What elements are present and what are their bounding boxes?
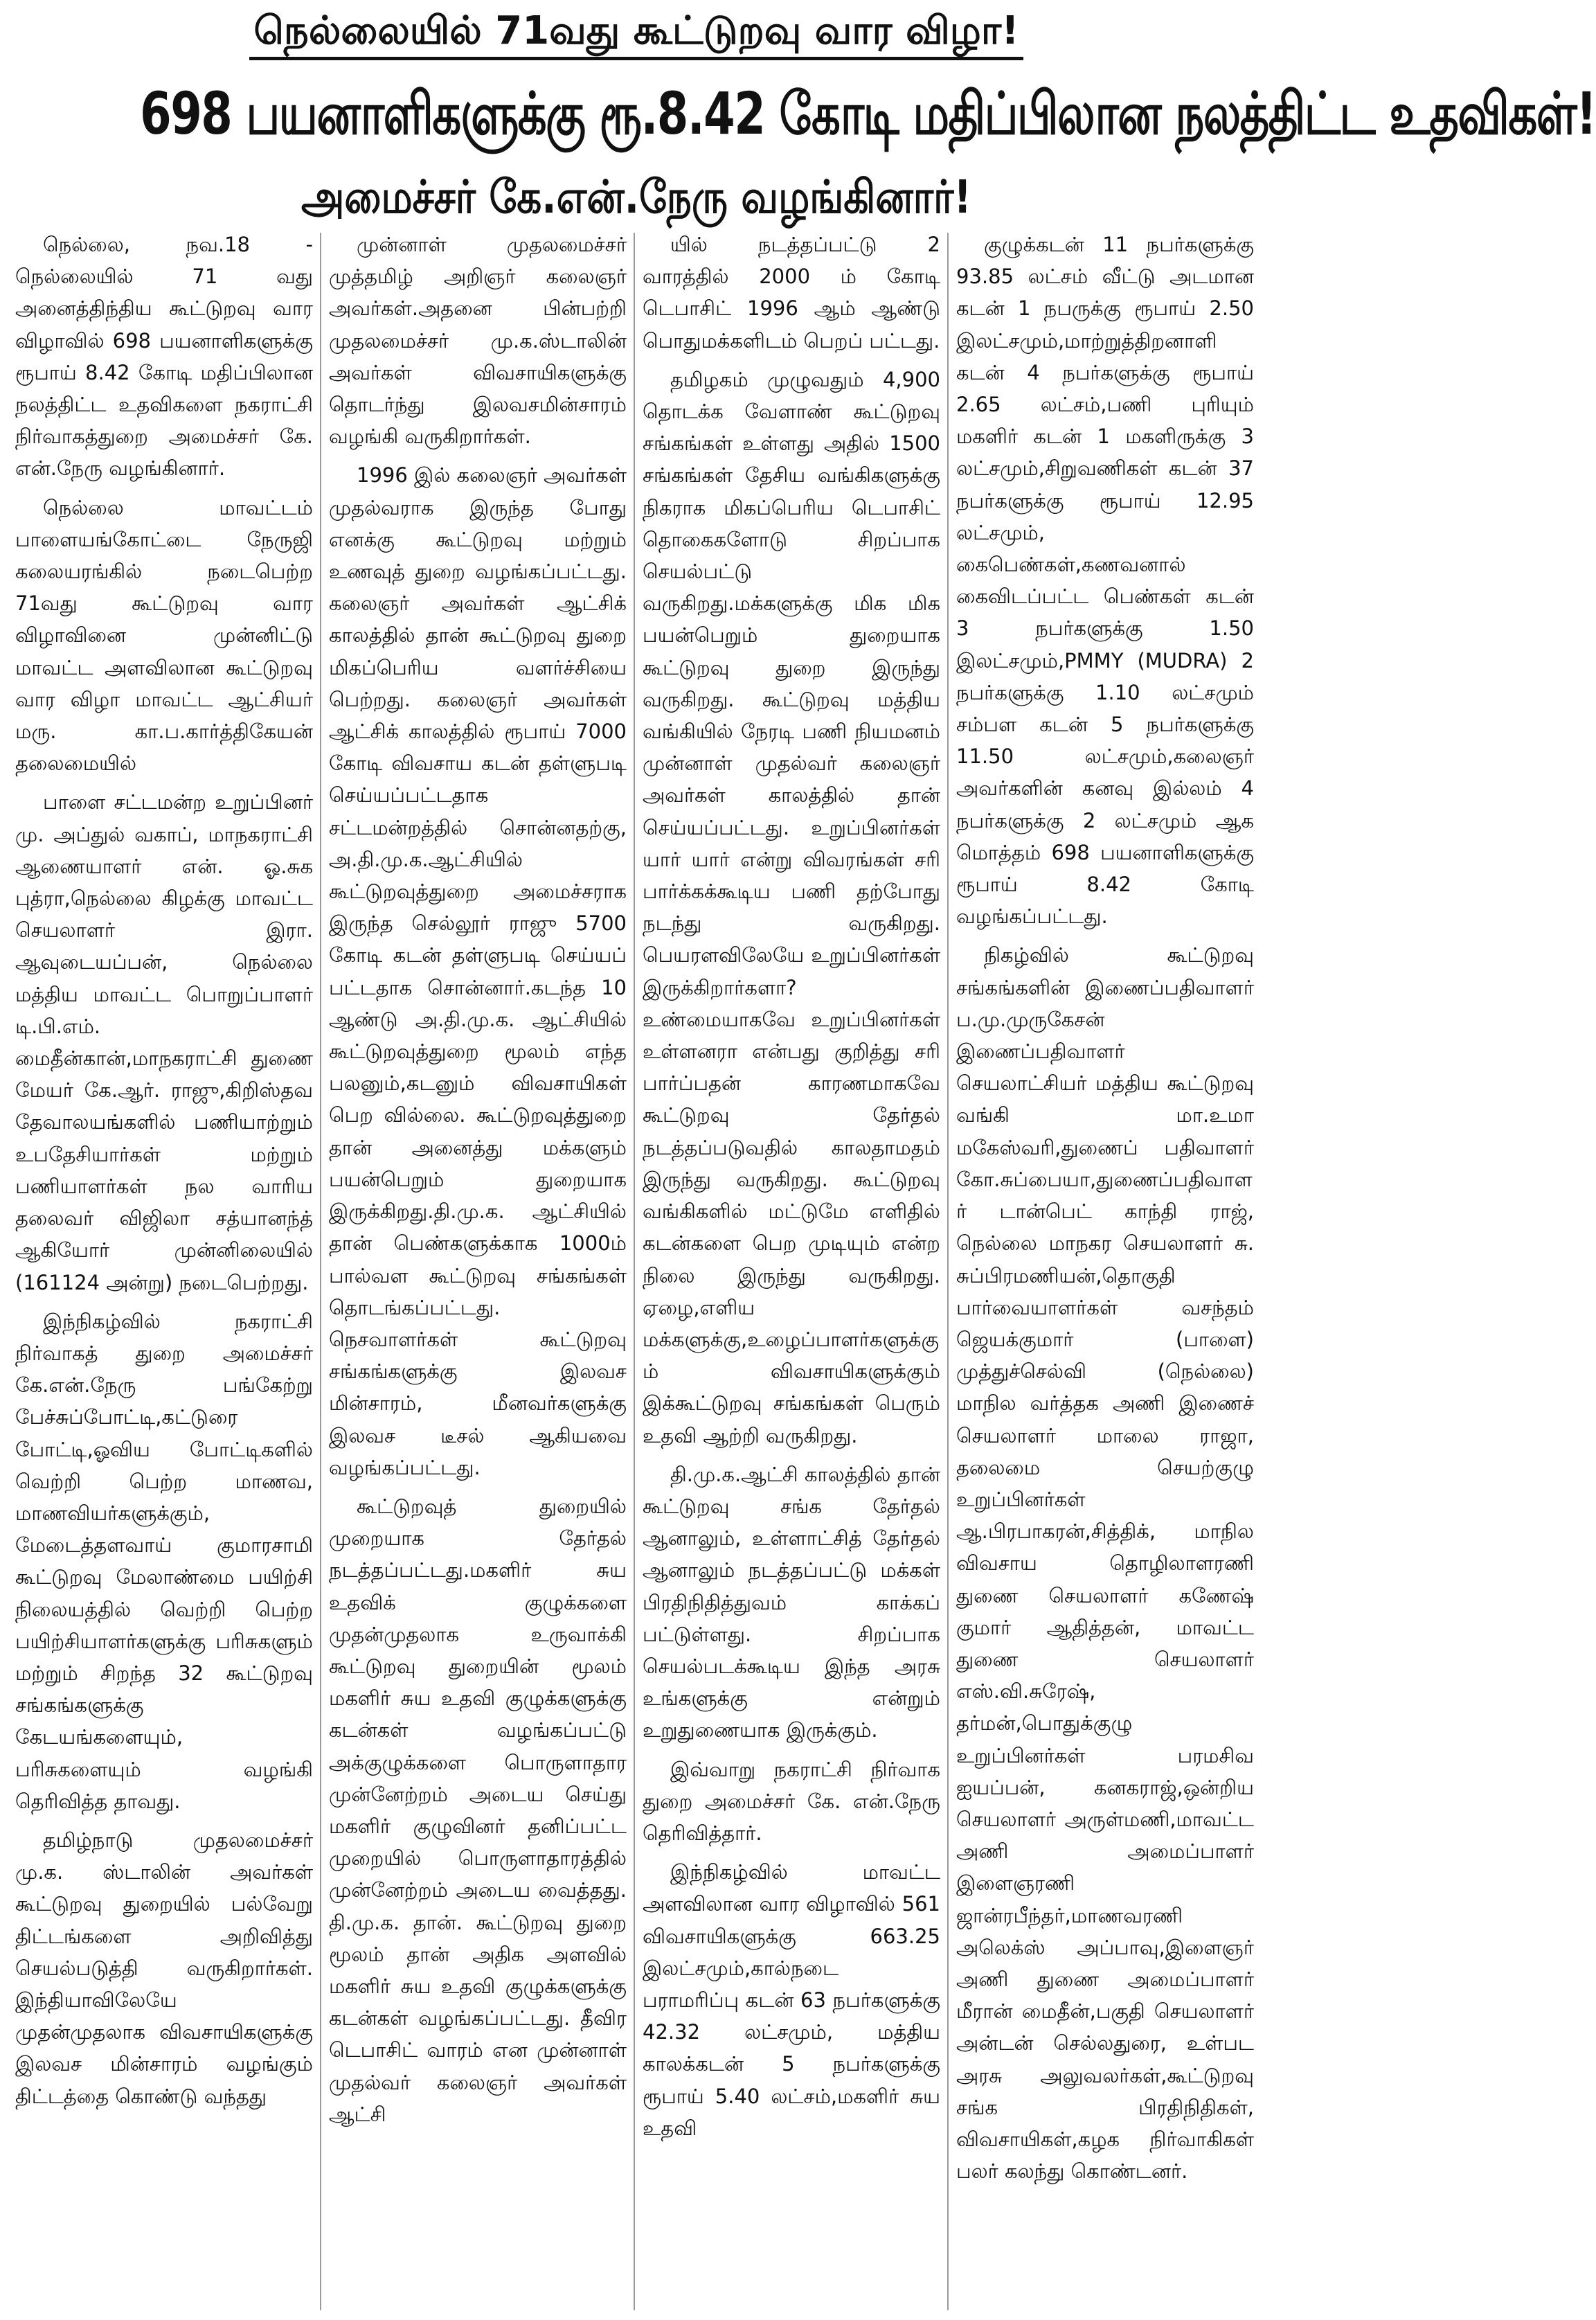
paragraph: 1996 இல் கலைஞர் அவர்கள் முதல்வராக இருந்த போது எனக்கு கூட்டுறவு மற்றும் உணவுத் துறை வழங்கப்பட்டது. கலைஞர் அவர்கள் ஆட்சிக் காலத்தில் தான் கூட்டுறவு துறை மிகப்பெரிய வளர்ச்சியை பெற்றது. கலைஞர் அவர்கள் ஆட்சிக் காலத்தில் ரூபாய் 7000 கோடி விவசாய கடன் தள்ளுபடி செய்யப்பட்டதாக சட்டமன்றத்தில் சொன்னதற்கு, அ.தி.மு.க.ஆட்சியில் கூட்டுறவுத்துறை அமைச்சராக இருந்த செல்லூர் ராஜு 5700 கோடி கடன் தள்ளுபடி செய்யப் பட்டதாக சொன்னார்.கடந்த 10 ஆண்டு அ.தி.மு.க. ஆட்சியில் கூட்டுறவுத்துறை மூலம் எந்த பலனும்,கடனும் விவசாயிகள் பெற வில்லை. கூட்டுறவுத்துறை தான் அனைத்து மக்களும் பயன்பெறும் துறையாக இருக்கிறது.தி.மு.க. ஆட்சியில் தான் பெண்களுக்காக 1000ம் பால்வள கூட்டுறவு சங்கங்கள் தொடங்கப்பட்டது. நெசவாளர்கள் கூட்டுறவு சங்கங்களுக்கு இலவச மின்சாரம், மீனவர்களுக்கு இலவச டீசல் ஆகியவை வழங்கப்பட்டது. — [329, 463, 627, 1479]
article-column-2 — [329, 229, 627, 2313]
paragraph: தமிழகம் முழுவதும் 4,900 தொடக்க வேளாண் கூட்டுறவு சங்கங்கள் உள்ளது அதில் 1500 சங்கங்கள் தேசிய வங்கிகளுக்கு நிகராக மிகப்பெரிய டெபாசிட் தொகைகளோடு சிறப்பாக செயல்பட்டு வருகிறது.மக்களுக்கு மிக மிக பயன்பெறும் துறையாக கூட்டுறவு துறை இருந்து வருகிறது. கூட்டுறவு மத்திய வங்கியில் நேரடி பணி நியமனம் முன்னாள் முதல்வர் கலைஞர் அவர்கள் காலத்தில் தான் செய்யப்பட்டது. உறுப்பினர்கள் யார் யார் என்று விவரங்கள் சரி பார்க்கக்கூடிய பணி தற்போது நடந்து வருகிறது. பெயரளவிலேயே உறுப்பினர்கள் இருக்கிறார்களா? உண்மையாகவே உறுப்பினர்கள் உள்ளனரா என்பது குறித்து சரி பார்ப்பதன் காரணமாகவே கூட்டுறவு தேர்தல் நடத்தப்படுவதில் காலதாமதம் இருந்து வருகிறது. கூட்டுறவு வங்கிகளில் மட்டுமே எளிதில் கடன்களை பெற முடியும் என்ற நிலை இருந்து வருகிறது. ஏழை,எளிய மக்களுக்கு,உழைப்பாளர்களுக்கும் விவசாயிகளுக்கும் இக்கூட்டுறவு சங்கங்கள் பெரும் உதவி ஆற்றி வருகிறது. — [643, 367, 940, 1447]
kicker-text: நெல்லையில் 71வது கூட்டுறவு வார விழா! — [249, 6, 1023, 60]
kicker-heading — [0, 6, 1273, 60]
headline: 698 பயனாளிகளுக்கு ரூ.8.42 கோடி மதிப்பிலான நலத்திட்ட உதவிகள்! — [140, 80, 1596, 148]
article-column-4 — [956, 229, 1254, 2313]
paragraph: முன்னாள் முதலமைச்சர் முத்தமிழ் அறிஞர் கலைஞர் அவர்கள்.அதனை பின்பற்றி முதலமைச்சர் மு.க.ஸ்டாலின் அவர்கள் விவசாயிகளுக்கு தொடர்ந்து இலவசமின்சாரம் வழங்கி வருகிறார்கள். — [329, 233, 627, 449]
paragraph: இவ்வாறு நகராட்சி நிர்வாக துறை அமைச்சர் கே. என்.நேரு தெரிவித்தார். — [643, 1757, 940, 1845]
paragraph: நெல்லை மாவட்டம் பாளையங்கோட்டை நேருஜி கலையரங்கில் நடைபெற்ற 71வது கூட்டுறவு வார விழாவினை முன்னிட்டு மாவட்ட அளவிலான கூட்டுறவு வார விழா மாவட்ட ஆட்சியர் மரு. கா.ப.கார்த்திகேயன் தலைமையில் — [15, 495, 313, 776]
subheadline: அமைச்சர் கே.என்.நேரு வழங்கினார்! — [301, 170, 971, 224]
column-divider — [947, 233, 949, 2310]
paragraph: இந்நிகழ்வில் மாவட்ட அளவிலான வார விழாவில் 561 விவசாயிகளுக்கு 663.25 இலட்சமும்,கால்நடை பராமரிப்பு கடன் 63 நபர்களுக்கு 42.32 லட்சமும், மத்திய காலக்கடன் 5 நபர்களுக்கு ரூபாய் 5.40 லட்சம்,மகளிர் சுய உதவி — [643, 1860, 940, 2140]
column-divider — [320, 233, 321, 2310]
paragraph: பாளை சட்டமன்ற உறுப்பினர் மு. அப்துல் வகாப், மாநகராட்சி ஆணையாளர் என். ஓ.சுக புத்ரா,நெல்லை கிழக்கு மாவட்ட செயலாளர் இரா. ஆவுடையப்பன், நெல்லை மத்திய மாவட்ட பொறுப்பாளர் டி.பி.எம். மைதீன்கான்,மாநகராட்சி துணை மேயர் கே.ஆர். ராஜு,கிறிஸ்தவ தேவாலயங்களில் பணியாற்றும் உபதேசியார்கள் மற்றும் பணியாளர்கள் நல வாரிய தலைவர் விஜிலா சத்யானந்த் ஆகியோர் முன்னிலையில் (161124 அன்று) நடைபெற்றது. — [15, 790, 313, 1294]
paragraph: கூட்டுறவுத் துறையில் முறையாக தேர்தல் நடத்தப்பட்டது.மகளிர் சுய உதவிக் குழுக்களை முதன்முதலாக உருவாக்கி கூட்டுறவு துறையின் மூலம் மகளிர் சுய உதவி குழுக்களுக்கு கடன்கள் வழங்கப்பட்டு அக்குழுக்களை பொருளாதார முன்னேற்றம் அடைய செய்து மகளிர் குழுவினர் தனிப்பட்ட முறையில் பொருளாதாரத்தில் முன்னேற்றம் அடைய வைத்தது. தி.மு.க. தான். கூட்டுறவு துறை மூலம் தான் அதிக அளவில் மகளிர் சுய உதவி குழுக்களுக்கு கடன்கள் வழங்கப்பட்டது. தீவிர டெபாசிட் வாரம் என முன்னாள் முதல்வர் கலைஞர் அவர்கள் ஆட்சி — [329, 1494, 627, 2126]
paragraph: இந்நிகழ்வில் நகராட்சி நிர்வாகத் துறை அமைச்சர் கே.என்.நேரு பங்கேற்று பேச்சுப்போட்டி,கட்டுரை போட்டி,ஓவிய போட்டிகளில் வெற்றி பெற்ற மாணவ, மாணவியர்களுக்கும், மேடைத்தளவாய் குமாரசாமி கூட்டுறவு மேலாண்மை பயிற்சி நிலையத்தில் வெற்றி பெற்ற பயிற்சியாளர்களுக்கு பரிசுகளும் மற்றும் சிறந்த 32 கூட்டுறவு சங்கங்களுக்கு கேடயங்களையும், பரிசுகளையும் வழங்கி தெரிவித்த தாவது. — [15, 1309, 313, 1813]
paragraph: நெல்லை, நவ.18 - நெல்லையில் 71 வது அனைத்திந்திய கூட்டுறவு வார விழாவில் 698 பயனாளிகளுக்கு ரூபாய் 8.42 கோடி மதிப்பிலான நலத்திட்ட உதவிகளை நகராட்சி நிர்வாகத்துறை அமைச்சர் கே. என்.நேரு வழங்கினார். — [15, 233, 313, 481]
paragraph: தி.மு.க.ஆட்சி காலத்தில் தான் கூட்டுறவு சங்க தேர்தல் ஆனாலும், உள்ளாட்சித் தேர்தல் ஆனாலும் நடத்தப்பட்டு மக்கள் பிரதிநிதித்துவம் காக்கப் பட்டுள்ளது. சிறப்பாக செயல்படக்கூடிய இந்த அரசு உங்களுக்கு என்றும் உறுதுணையாக இருக்கும். — [643, 1462, 940, 1742]
article-column-1 — [15, 229, 313, 2313]
column-divider — [634, 233, 635, 2310]
paragraph: தமிழ்நாடு முதலமைச்சர் மு.க. ஸ்டாலின் அவர்கள் கூட்டுறவு துறையில் பல்வேறு திட்டங்களை அறிவித்து செயல்படுத்தி வருகிறார்கள். இந்தியாவிலேயே முதன்முதலாக விவசாயிகளுக்கு இலவச மின்சாரம் வழங்கும் திட்டத்தை கொண்டு வந்தது — [15, 1828, 313, 2108]
paragraph: குழுக்கடன் 11 நபர்களுக்கு 93.85 லட்சம் வீட்டு அடமான கடன் 1 நபருக்கு ரூபாய் 2.50 இலட்சமும்,மாற்றுத்திறனாளி கடன் 4 நபர்களுக்கு ரூபாய் 2.65 லட்சம்,பணி புரியும் மகளிர் கடன் 1 மகளிருக்கு 3 லட்சமும்,சிறுவணிகள் கடன் 37 நபர்களுக்கு ரூபாய் 12.95 லட்சமும், கைபெண்கள்,கணவனால் கைவிடப்பட்ட பெண்கள் கடன் 3 நபர்களுக்கு 1.50 இலட்சமும்,PMMY (MUDRA) 2 நபர்களுக்கு 1.10 லட்சமும் சம்பள கடன் 5 நபர்களுக்கு 11.50 லட்சமும்,கலைஞர் அவர்களின் கனவு இல்லம் 4 நபர்களுக்கு 2 லட்சமும் ஆக மொத்தம் 698 பயனாளிகளுக்கு ரூபாய் 8.42 கோடி வழங்கப்பட்டது. — [956, 233, 1254, 929]
paragraph: நிகழ்வில் கூட்டுறவு சங்கங்களின் இணைப்பதிவாளர் ப.மு.முருகேசன் இணைப்பதிவாளர் செயலாட்சியர் மத்திய கூட்டுறவு வங்கி மா.உமா மகேஸ்வரி,துணைப் பதிவாளர் கோ.சுப்பையா,துணைப்பதிவாளர் டான்பெட் காந்தி ராஜ், நெல்லை மாநகர செயலாளர் சு. சுப்பிரமணியன்,தொகுதி பார்வையாளர்கள் வசந்தம் ஜெயக்குமார் (பாளை) முத்துச்செல்வி (நெல்லை) மாநில வர்த்தக அணி இணைச் செயலாளர் மாலை ராஜா, தலைமை செயற்குழு உறுப்பினர்கள் ஆ.பிரபாகரன்,சித்திக், மாநில விவசாய தொழிலாளரணி துணை செயலாளர் கணேஷ் குமார் ஆதித்தன், மாவட்ட துணை செயலாளர் எஸ்.வி.சுரேஷ், தர்மன்,பொதுக்குழு உறுப்பினர்கள் பரமசிவ ஐயப்பன், கனகராஜ்,ஒன்றிய செயலாளர் அருள்மணி,மாவட்ட அணி அமைப்பாளர் இளைஞரணி ஜான்ரபீந்தர்,மாணவரணி அலெக்ஸ் அப்பாவு,இளைஞர் அணி துணை அமைப்பாளர் மீரான் மைதீன்,பகுதி செயலாளர் அன்டன் செல்லதுரை, உள்பட அரசு அலுவலர்கள்,கூட்டுறவு சங்க பிரதிநிதிகள், விவசாயிகள்,கழக நிர்வாகிகள் பலர் கலந்து கொண்டனர். — [956, 943, 1254, 2184]
article-column-3 — [643, 229, 940, 2313]
paragraph: யில் நடத்தப்பட்டு 2 வாரத்தில் 2000 ம் கோடி டெபாசிட் 1996 ஆம் ஆண்டு பொதுமக்களிடம் பெறப் பட்டது. — [643, 233, 940, 353]
